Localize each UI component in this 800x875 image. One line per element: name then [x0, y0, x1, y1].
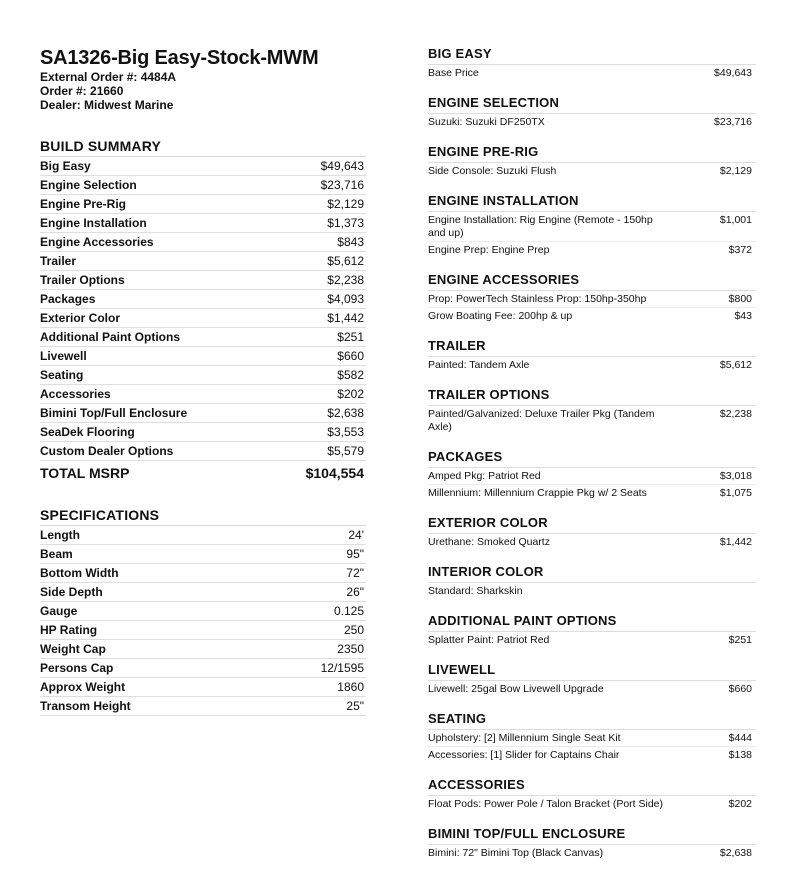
left-column — [40, 46, 366, 716]
detail-item — [428, 796, 756, 812]
summary-label: Seating — [40, 368, 84, 382]
summary-row — [40, 404, 366, 423]
specifications-rows — [40, 526, 366, 716]
detail-item-price: $2,129 — [719, 165, 752, 177]
detail-section-title: LIVEWELL — [428, 662, 756, 681]
detail-item-description: Splatter Paint: Patriot Red — [428, 634, 550, 646]
detail-item — [428, 583, 756, 599]
summary-label: Engine Installation — [40, 216, 147, 230]
detail-section-title: ENGINE PRE-RIG — [428, 144, 756, 163]
detail-item — [428, 291, 756, 308]
spec-row — [40, 697, 366, 716]
detail-section-title: BIMINI TOP/FULL ENCLOSURE — [428, 826, 756, 845]
spec-row — [40, 678, 366, 697]
summary-label: Bimini Top/Full Enclosure — [40, 406, 188, 420]
detail-item-price: $1,075 — [719, 487, 752, 499]
detail-item — [428, 632, 756, 648]
summary-value: $2,129 — [327, 197, 364, 211]
detail-item — [428, 730, 756, 747]
spec-value: 2350 — [337, 642, 364, 656]
spec-row — [40, 526, 366, 545]
summary-row — [40, 366, 366, 385]
total-msrp-label: TOTAL MSRP — [40, 465, 130, 481]
build-summary — [40, 138, 366, 483]
summary-row — [40, 328, 366, 347]
detail-item-description: Grow Boating Fee: 200hp & up — [428, 310, 573, 322]
spec-row — [40, 545, 366, 564]
summary-label: Engine Pre-Rig — [40, 197, 127, 211]
spec-row — [40, 602, 366, 621]
detail-item-description: Suzuki: Suzuki DF250TX — [428, 116, 545, 128]
spec-row — [40, 583, 366, 602]
summary-value: $23,716 — [320, 178, 364, 192]
detail-item-price: $5,612 — [719, 359, 752, 371]
detail-item-price: $1,442 — [719, 536, 752, 548]
detail-item-description: Painted/Galvanized: Deluxe Trailer Pkg (Tandem Axle) — [428, 408, 655, 433]
detail-section — [428, 46, 756, 81]
detail-item-price: $202 — [728, 798, 752, 810]
summary-row — [40, 423, 366, 442]
spec-value: 0.125 — [333, 604, 364, 618]
specifications-title: SPECIFICATIONS — [40, 507, 366, 526]
spec-value: 25" — [346, 699, 364, 713]
detail-section — [428, 826, 756, 861]
summary-row — [40, 176, 366, 195]
detail-section — [428, 95, 756, 130]
detail-item — [428, 681, 756, 697]
detail-item-price: $2,238 — [719, 408, 752, 420]
summary-value: $1,373 — [327, 216, 364, 230]
detail-item-price: $23,716 — [714, 116, 752, 128]
detail-section-title: INTERIOR COLOR — [428, 564, 756, 583]
summary-label: Accessories — [40, 387, 111, 401]
spec-value: 72" — [346, 566, 364, 580]
summary-row — [40, 233, 366, 252]
summary-value: $251 — [337, 330, 364, 344]
spec-label: Transom Height — [40, 699, 131, 713]
summary-value: $5,612 — [327, 254, 364, 268]
build-summary-title: BUILD SUMMARY — [40, 138, 366, 157]
summary-value: $5,579 — [327, 444, 364, 458]
spec-label: Approx Weight — [40, 680, 126, 694]
spec-value: 26" — [346, 585, 364, 599]
spec-value: 1860 — [337, 680, 364, 694]
spec-label: Side Depth — [40, 585, 103, 599]
spec-value: 95" — [346, 547, 364, 561]
detail-section-title: EXTERIOR COLOR — [428, 515, 756, 534]
detail-item-price: $2,638 — [719, 847, 752, 859]
detail-item-description: Engine Prep: Engine Prep — [428, 244, 550, 256]
detail-item-description: Bimini: 72" Bimini Top (Black Canvas) — [428, 847, 604, 859]
spec-label: Bottom Width — [40, 566, 119, 580]
summary-value: $3,553 — [327, 425, 364, 439]
build-details — [428, 46, 756, 875]
summary-label: Big Easy — [40, 159, 91, 173]
specifications — [40, 507, 366, 716]
detail-item-price: $49,643 — [714, 67, 752, 79]
detail-item-price: $43 — [734, 310, 752, 322]
detail-section-title: ENGINE ACCESSORIES — [428, 272, 756, 291]
dealer-name: Dealer: Midwest Marine — [40, 98, 174, 112]
detail-item — [428, 114, 756, 130]
detail-item-description: Livewell: 25gal Bow Livewell Upgrade — [428, 683, 604, 695]
document-title: SA1326-Big Easy-Stock-MWM — [40, 47, 319, 69]
detail-item-description: Prop: PowerTech Stainless Prop: 150hp-350hp — [428, 293, 647, 305]
detail-item-price: $3,018 — [719, 470, 752, 482]
build-summary-rows — [40, 157, 366, 461]
spec-row — [40, 621, 366, 640]
detail-section — [428, 777, 756, 812]
detail-item-description: Accessories: [1] Slider for Captains Chair — [428, 749, 620, 761]
spec-label: Weight Cap — [40, 642, 106, 656]
detail-item-description: Painted: Tandem Axle — [428, 359, 530, 371]
detail-item-description: Base Price — [428, 67, 479, 79]
summary-row — [40, 214, 366, 233]
total-msrp-value: $104,554 — [305, 465, 364, 481]
spec-value: 12/1595 — [320, 661, 364, 675]
detail-item-description: Side Console: Suzuki Flush — [428, 165, 557, 177]
summary-label: Engine Accessories — [40, 235, 154, 249]
detail-section-title: SEATING — [428, 711, 756, 730]
detail-item — [428, 406, 756, 435]
detail-item — [428, 845, 756, 861]
spec-value: 24' — [348, 528, 364, 542]
detail-item — [428, 163, 756, 179]
detail-section — [428, 144, 756, 179]
summary-label: Exterior Color — [40, 311, 121, 325]
detail-section — [428, 662, 756, 697]
summary-value: $4,093 — [327, 292, 364, 306]
detail-item-description: Amped Pkg: Patriot Red — [428, 470, 541, 482]
external-order-number: External Order #: 4484A — [40, 70, 177, 84]
detail-item-description: Millennium: Millennium Crappie Pkg w/ 2 Seats — [428, 487, 647, 499]
detail-section — [428, 272, 756, 324]
spec-row — [40, 659, 366, 678]
detail-item-description: Engine Installation: Rig Engine (Remote - 150hp and up) — [428, 214, 653, 239]
summary-label: Trailer — [40, 254, 77, 268]
detail-section-title: ENGINE INSTALLATION — [428, 193, 756, 212]
summary-row — [40, 252, 366, 271]
summary-label: Trailer Options — [40, 273, 125, 287]
spec-value: 250 — [343, 623, 364, 637]
summary-label: Packages — [40, 292, 96, 306]
detail-item — [428, 747, 756, 763]
detail-section-title: BIG EASY — [428, 46, 756, 65]
summary-row — [40, 195, 366, 214]
summary-value: $2,638 — [327, 406, 364, 420]
spec-label: Length — [40, 528, 80, 542]
detail-section — [428, 613, 756, 648]
detail-item — [428, 357, 756, 373]
summary-value: $660 — [337, 349, 364, 363]
detail-section-title: TRAILER OPTIONS — [428, 387, 756, 406]
detail-section — [428, 387, 756, 435]
spec-label: HP Rating — [40, 623, 98, 637]
detail-item-price: $138 — [728, 749, 752, 761]
detail-section-title: TRAILER — [428, 338, 756, 357]
summary-row — [40, 157, 366, 176]
spec-row — [40, 564, 366, 583]
summary-row — [40, 442, 366, 461]
detail-item-description: Urethane: Smoked Quartz — [428, 536, 550, 548]
summary-value: $843 — [337, 235, 364, 249]
summary-value: $202 — [337, 387, 364, 401]
detail-section — [428, 711, 756, 763]
detail-item — [428, 212, 756, 242]
order-number: Order #: 21660 — [40, 84, 124, 98]
detail-section-title: PACKAGES — [428, 449, 756, 468]
summary-row — [40, 290, 366, 309]
spec-row — [40, 640, 366, 659]
detail-item-price: $800 — [728, 293, 752, 305]
detail-item-price: $444 — [728, 732, 752, 744]
spec-label: Beam — [40, 547, 73, 561]
detail-item-description: Standard: Sharkskin — [428, 585, 523, 597]
summary-row — [40, 309, 366, 328]
detail-section-title: ADDITIONAL PAINT OPTIONS — [428, 613, 756, 632]
detail-item — [428, 534, 756, 550]
summary-label: Engine Selection — [40, 178, 137, 192]
detail-item-price: $251 — [728, 634, 752, 646]
spec-label: Gauge — [40, 604, 78, 618]
summary-value: $49,643 — [320, 159, 364, 173]
summary-label: SeaDek Flooring — [40, 425, 135, 439]
summary-value: $2,238 — [327, 273, 364, 287]
detail-item-price: $660 — [728, 683, 752, 695]
detail-item — [428, 485, 756, 501]
detail-section — [428, 515, 756, 550]
detail-section-title: ENGINE SELECTION — [428, 95, 756, 114]
spec-label: Persons Cap — [40, 661, 114, 675]
detail-item — [428, 242, 756, 258]
summary-label: Custom Dealer Options — [40, 444, 174, 458]
detail-item-description: Float Pods: Power Pole / Talon Bracket (Port Side) — [428, 798, 663, 810]
detail-section — [428, 193, 756, 258]
summary-row — [40, 271, 366, 290]
detail-section-title: ACCESSORIES — [428, 777, 756, 796]
detail-item-price: $1,001 — [719, 214, 752, 226]
detail-item — [428, 65, 756, 81]
summary-row — [40, 385, 366, 404]
detail-section — [428, 338, 756, 373]
detail-item-description: Upholstery: [2] Millennium Single Seat Kit — [428, 732, 621, 744]
summary-label: Livewell — [40, 349, 87, 363]
detail-section — [428, 564, 756, 599]
summary-value: $1,442 — [327, 311, 364, 325]
detail-item — [428, 308, 756, 324]
summary-row — [40, 347, 366, 366]
total-msrp — [40, 461, 366, 483]
detail-section — [428, 449, 756, 501]
summary-label: Additional Paint Options — [40, 330, 180, 344]
detail-item-price: $372 — [728, 244, 752, 256]
detail-item — [428, 468, 756, 485]
summary-value: $582 — [337, 368, 364, 382]
